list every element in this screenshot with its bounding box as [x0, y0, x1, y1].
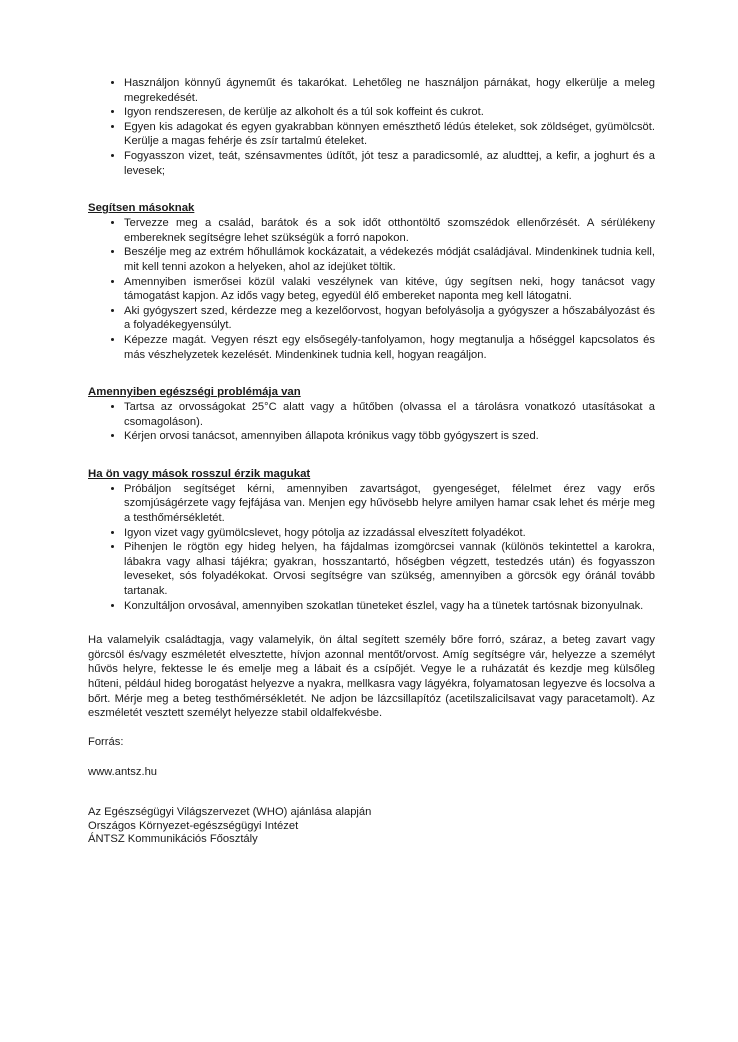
section-heading-help-others: Segítsen másoknak — [88, 202, 195, 215]
section-heading-health-problem: Amennyiben egészségi problémája van — [88, 386, 301, 399]
list-item: • Képezze magát. Vegyen részt egy elsősegély-tanfolyamon, hogy megtanulja a hőséggel kapcsolatos és más vészhelyzetek kezelését. Mindenkinek tudnia kell, hogyan reagáljon. — [124, 333, 655, 362]
list-item: • Egyen kis adagokat és egyen gyakrabban könnyen emészthető lédús ételeket, sok zöldséget, gyümölcsöt. Kerülje a magas fehérje és zsír tartalmú ételeket. — [124, 120, 655, 149]
help-others-bullet-list — [88, 216, 655, 362]
list-item: • Igyon vizet vagy gyümölcslevet, hogy pótolja az izzadással elveszített folyadékot. — [124, 526, 655, 541]
footer-line-who: Az Egészségügyi Világszervezet (WHO) ajánlása alapján — [88, 805, 372, 818]
footer-line-institute: Országos Környezet-egészségügyi Intézet — [88, 819, 299, 832]
list-item: • Tartsa az orvosságokat 25°C alatt vagy a hűtőben (olvassa el a tárolásra vonatkozó utasításokat a csomagoláson). — [124, 400, 655, 429]
feeling-unwell-bullet-list — [88, 482, 655, 613]
list-item: • Fogyasszon vizet, teát, szénsavmentes üdítőt, jót tesz a paradicsomlé, az aludttej, a kefir, a joghurt és a levesek; — [124, 149, 655, 178]
list-item: • Amennyiben ismerősei közül valaki veszélynek van kitéve, úgy segítsen neki, hogy tanácsot vagy támogatást kapjon. Az idős vagy beteg, egyedül élő embereket naponta meg kell látogatni. — [124, 275, 655, 304]
list-item: • Próbáljon segítséget kérni, amennyiben zavartságot, gyengeséget, félelmet érez vagy erős szomjúságérzete vagy fejfájása van. Menjen egy hűvösebb helyre amilyen hamar csak lehet és mérje meg a testhőmérsékletét. — [124, 482, 655, 526]
list-item: • Pihenjen le rögtön egy hideg helyen, ha fájdalmas izomgörcsei vannak (különös tekintettel a karokra, lábakra vagy alhasi tájékra; gyakran, hosszantartó, hőségben végzett, testedzés után) és fogyasszon leveseket, sós folyadékokat. Orvosi segítségre van szükség, amennyiben a görcsök egy óránál tovább tartanak. — [124, 540, 655, 598]
source-label: Forrás: — [88, 735, 124, 748]
footer-block — [88, 806, 655, 847]
footer-line-antsz: ÁNTSZ Kommunikációs Főosztály — [88, 833, 258, 846]
health-problem-bullet-list — [88, 400, 655, 444]
list-item: • Konzultáljon orvosával, amennyiben szokatlan tüneteket észlel, vagy ha a tünetek tartósnak bizonyulnak. — [124, 599, 655, 614]
source-url: www.antsz.hu — [88, 766, 158, 779]
list-item: • Kérjen orvosi tanácsot, amennyiben állapota krónikus vagy több gyógyszert is szed. — [124, 429, 655, 444]
list-item: • Igyon rendszeresen, de kerülje az alkoholt és a túl sok koffeint és cukrot. — [124, 105, 655, 120]
intro-bullet-list — [88, 76, 655, 178]
list-item: • Használjon könnyű ágyneműt és takarókat. Lehetőleg ne használjon párnákat, hogy elkerülje a meleg megrekedését. — [124, 76, 655, 105]
list-item: • Aki gyógyszert szed, kérdezze meg a kezelőorvost, hogyan befolyásolja a gyógyszer a hőszabályozást és a folyadékegyensúlyt. — [124, 304, 655, 333]
list-item: • Beszélje meg az extrém hőhullámok kockázatait, a védekezés módját családjával. Mindenkinek tudnia kell, mit kell tenni azokon a helyeken, ahol az idejüket töltik. — [124, 245, 655, 274]
emergency-instructions-paragraph: Ha valamelyik családtagja, vagy valamelyik, ön által segített személy bőre forró, száraz, a beteg zavart vagy görcsöl és/vagy eszméletét elvesztette, hívjon azonnal mentőt/orvost. Amíg segítségre vár, helyezze a személyt hűvös helyre, fektesse le és emelje meg a lábait és a csípőjét. Vegye le a ruházatát és kezdje meg külsőleg hűteni, például hideg borogatást helyezve a nyakra, mellkasra vagy lágyékra, folyamatosan legyezve és locsolva a bőrt. Mérje meg a beteg testhőmérsékletét. Ne adjon be lázcsillapítóz (acetilszalicilsavat vagy paracetamolt). Az eszméletét vesztett személyt helyezze stabil oldalfekvésbe. — [88, 634, 655, 720]
list-item: • Tervezze meg a család, barátok és a sok időt otthontöltő szomszédok ellenőrzését. A sérülékeny embereknek segítségre lehet szükségük a forró napokon. — [124, 216, 655, 245]
section-heading-feeling-unwell: Ha ön vagy mások rosszul érzik magukat — [88, 467, 311, 480]
